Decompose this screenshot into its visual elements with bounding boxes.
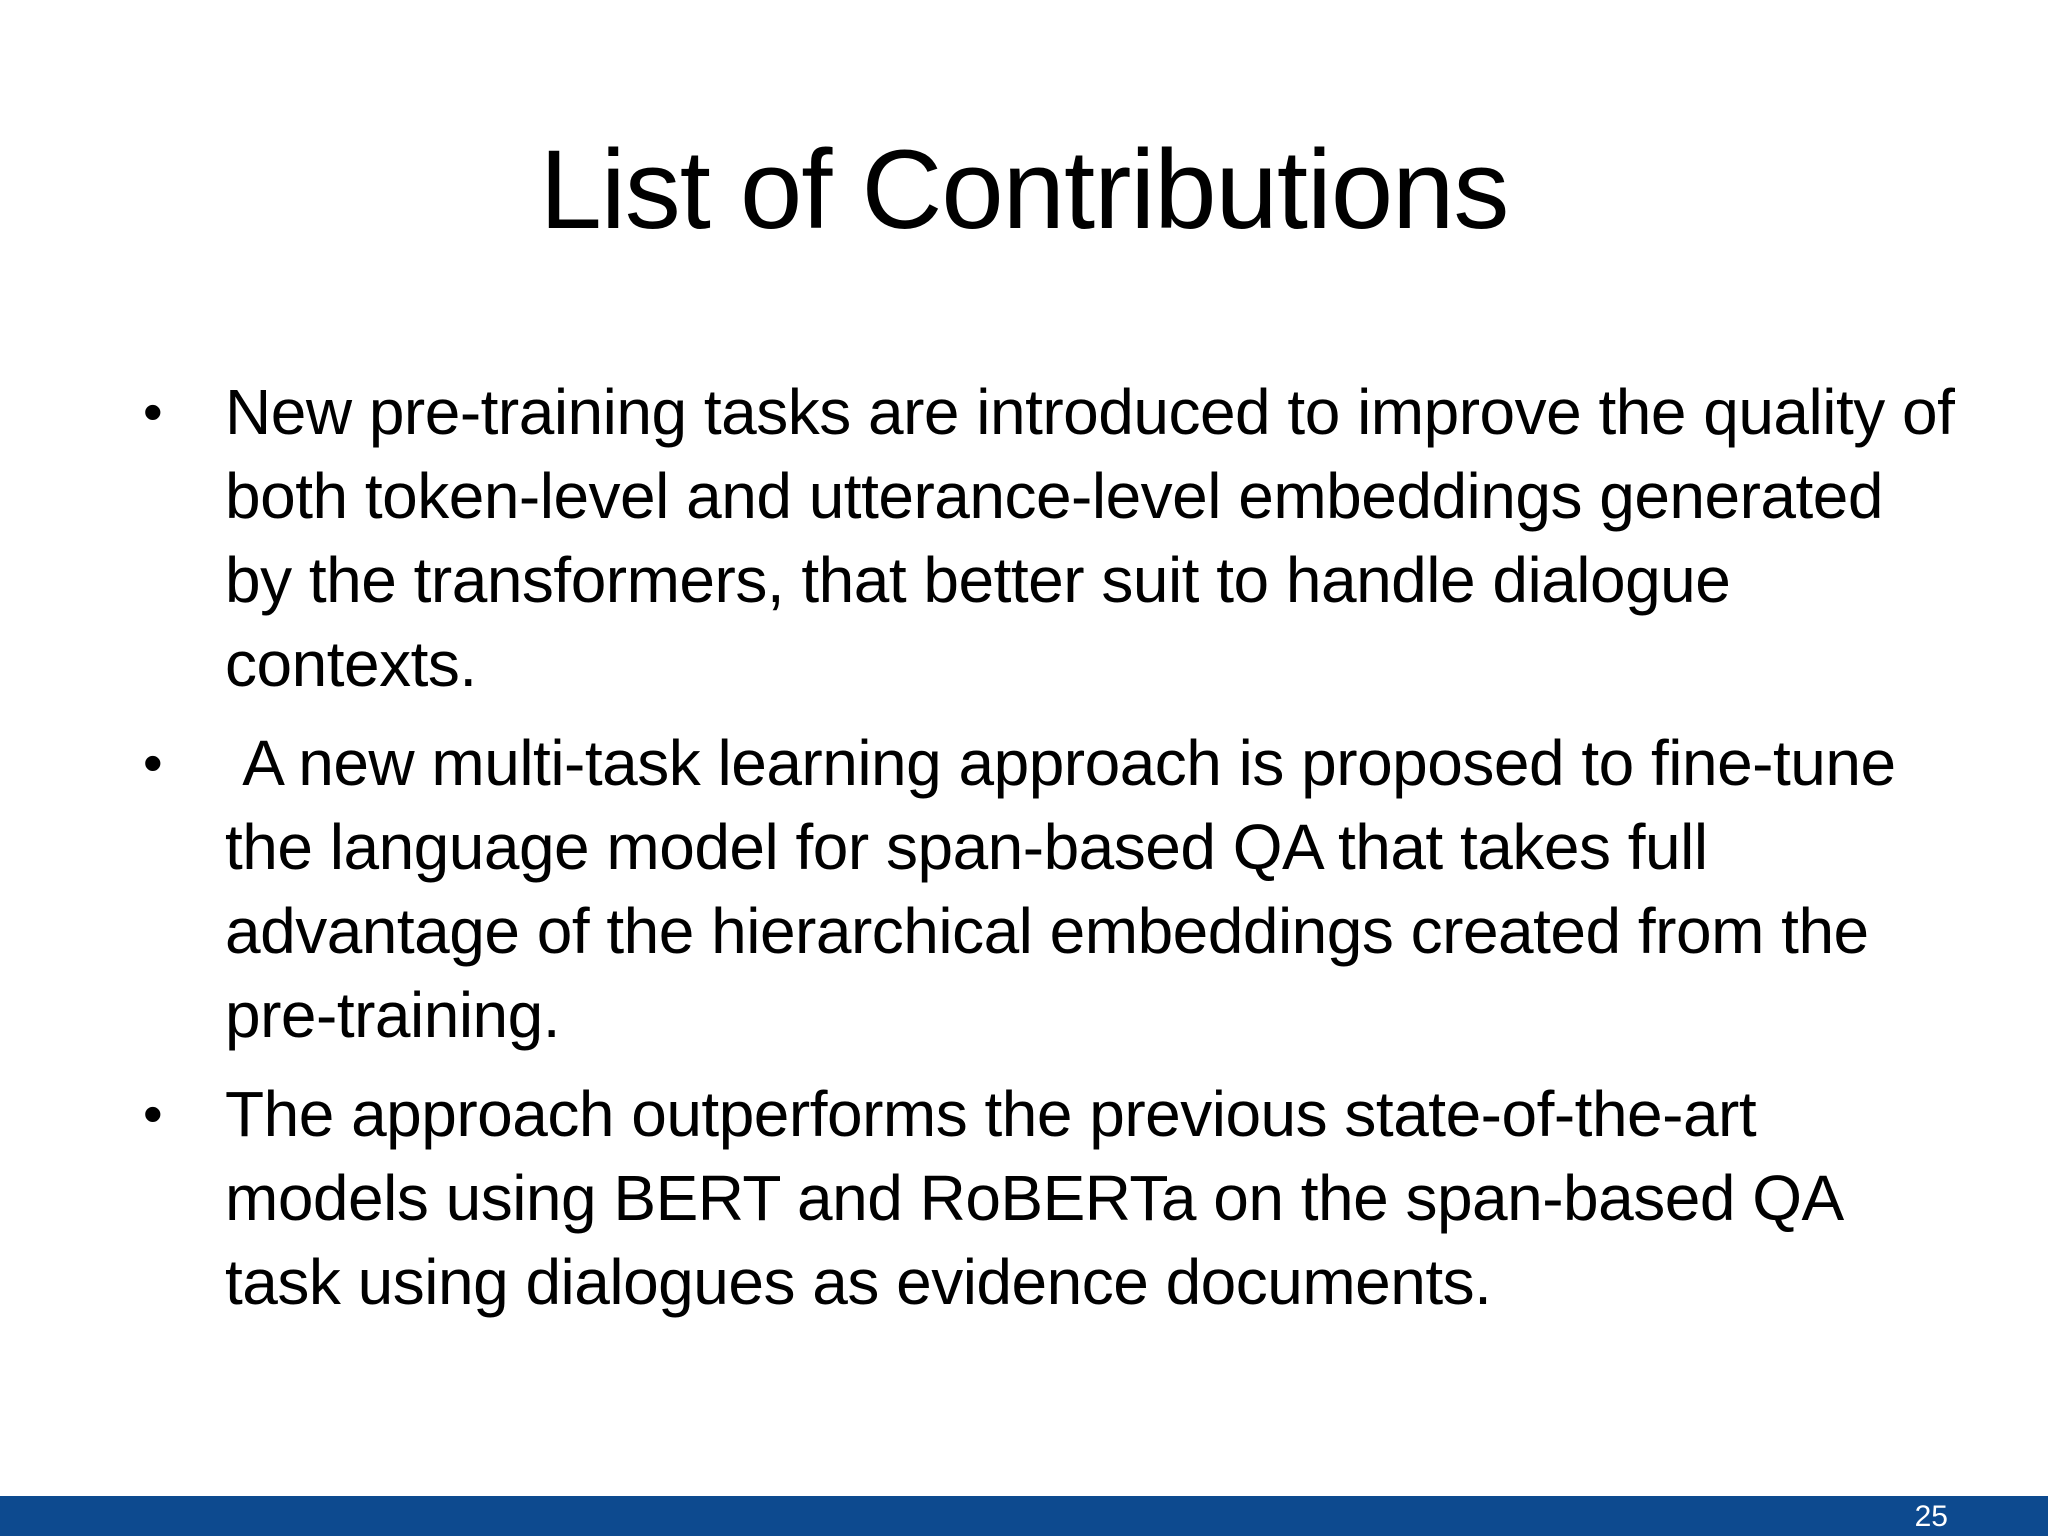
bullet-text: The approach outperforms the previous state-of-the-art models using BERT and RoBERTa on the span-based QA task using dialogues as evidence documents. <box>225 1078 1841 1318</box>
bullet-item <box>140 370 1960 706</box>
bullet-marker: • <box>143 731 163 794</box>
bullet-marker: • <box>143 1082 163 1145</box>
footer-bar <box>0 1496 2048 1536</box>
bullet-marker: • <box>143 380 163 443</box>
bullet-item <box>140 721 1960 1057</box>
bullet-text: New pre-training tasks are introduced to improve the quality of both token-level and utterance-level embeddings generated by the transformers, that better suit to handle dialogue contexts. <box>225 376 1955 700</box>
bullet-text: A new multi-task learning approach is proposed to fine-tune the language model for span-based QA that takes full advantage of the hierarchical embeddings created from the pre-training. <box>225 727 1913 1051</box>
bullet-list <box>140 370 1960 1339</box>
page-number: 25 <box>1914 1500 1948 1533</box>
bullet-item <box>140 1072 1960 1324</box>
slide-title: List of Contributions <box>539 127 1509 252</box>
